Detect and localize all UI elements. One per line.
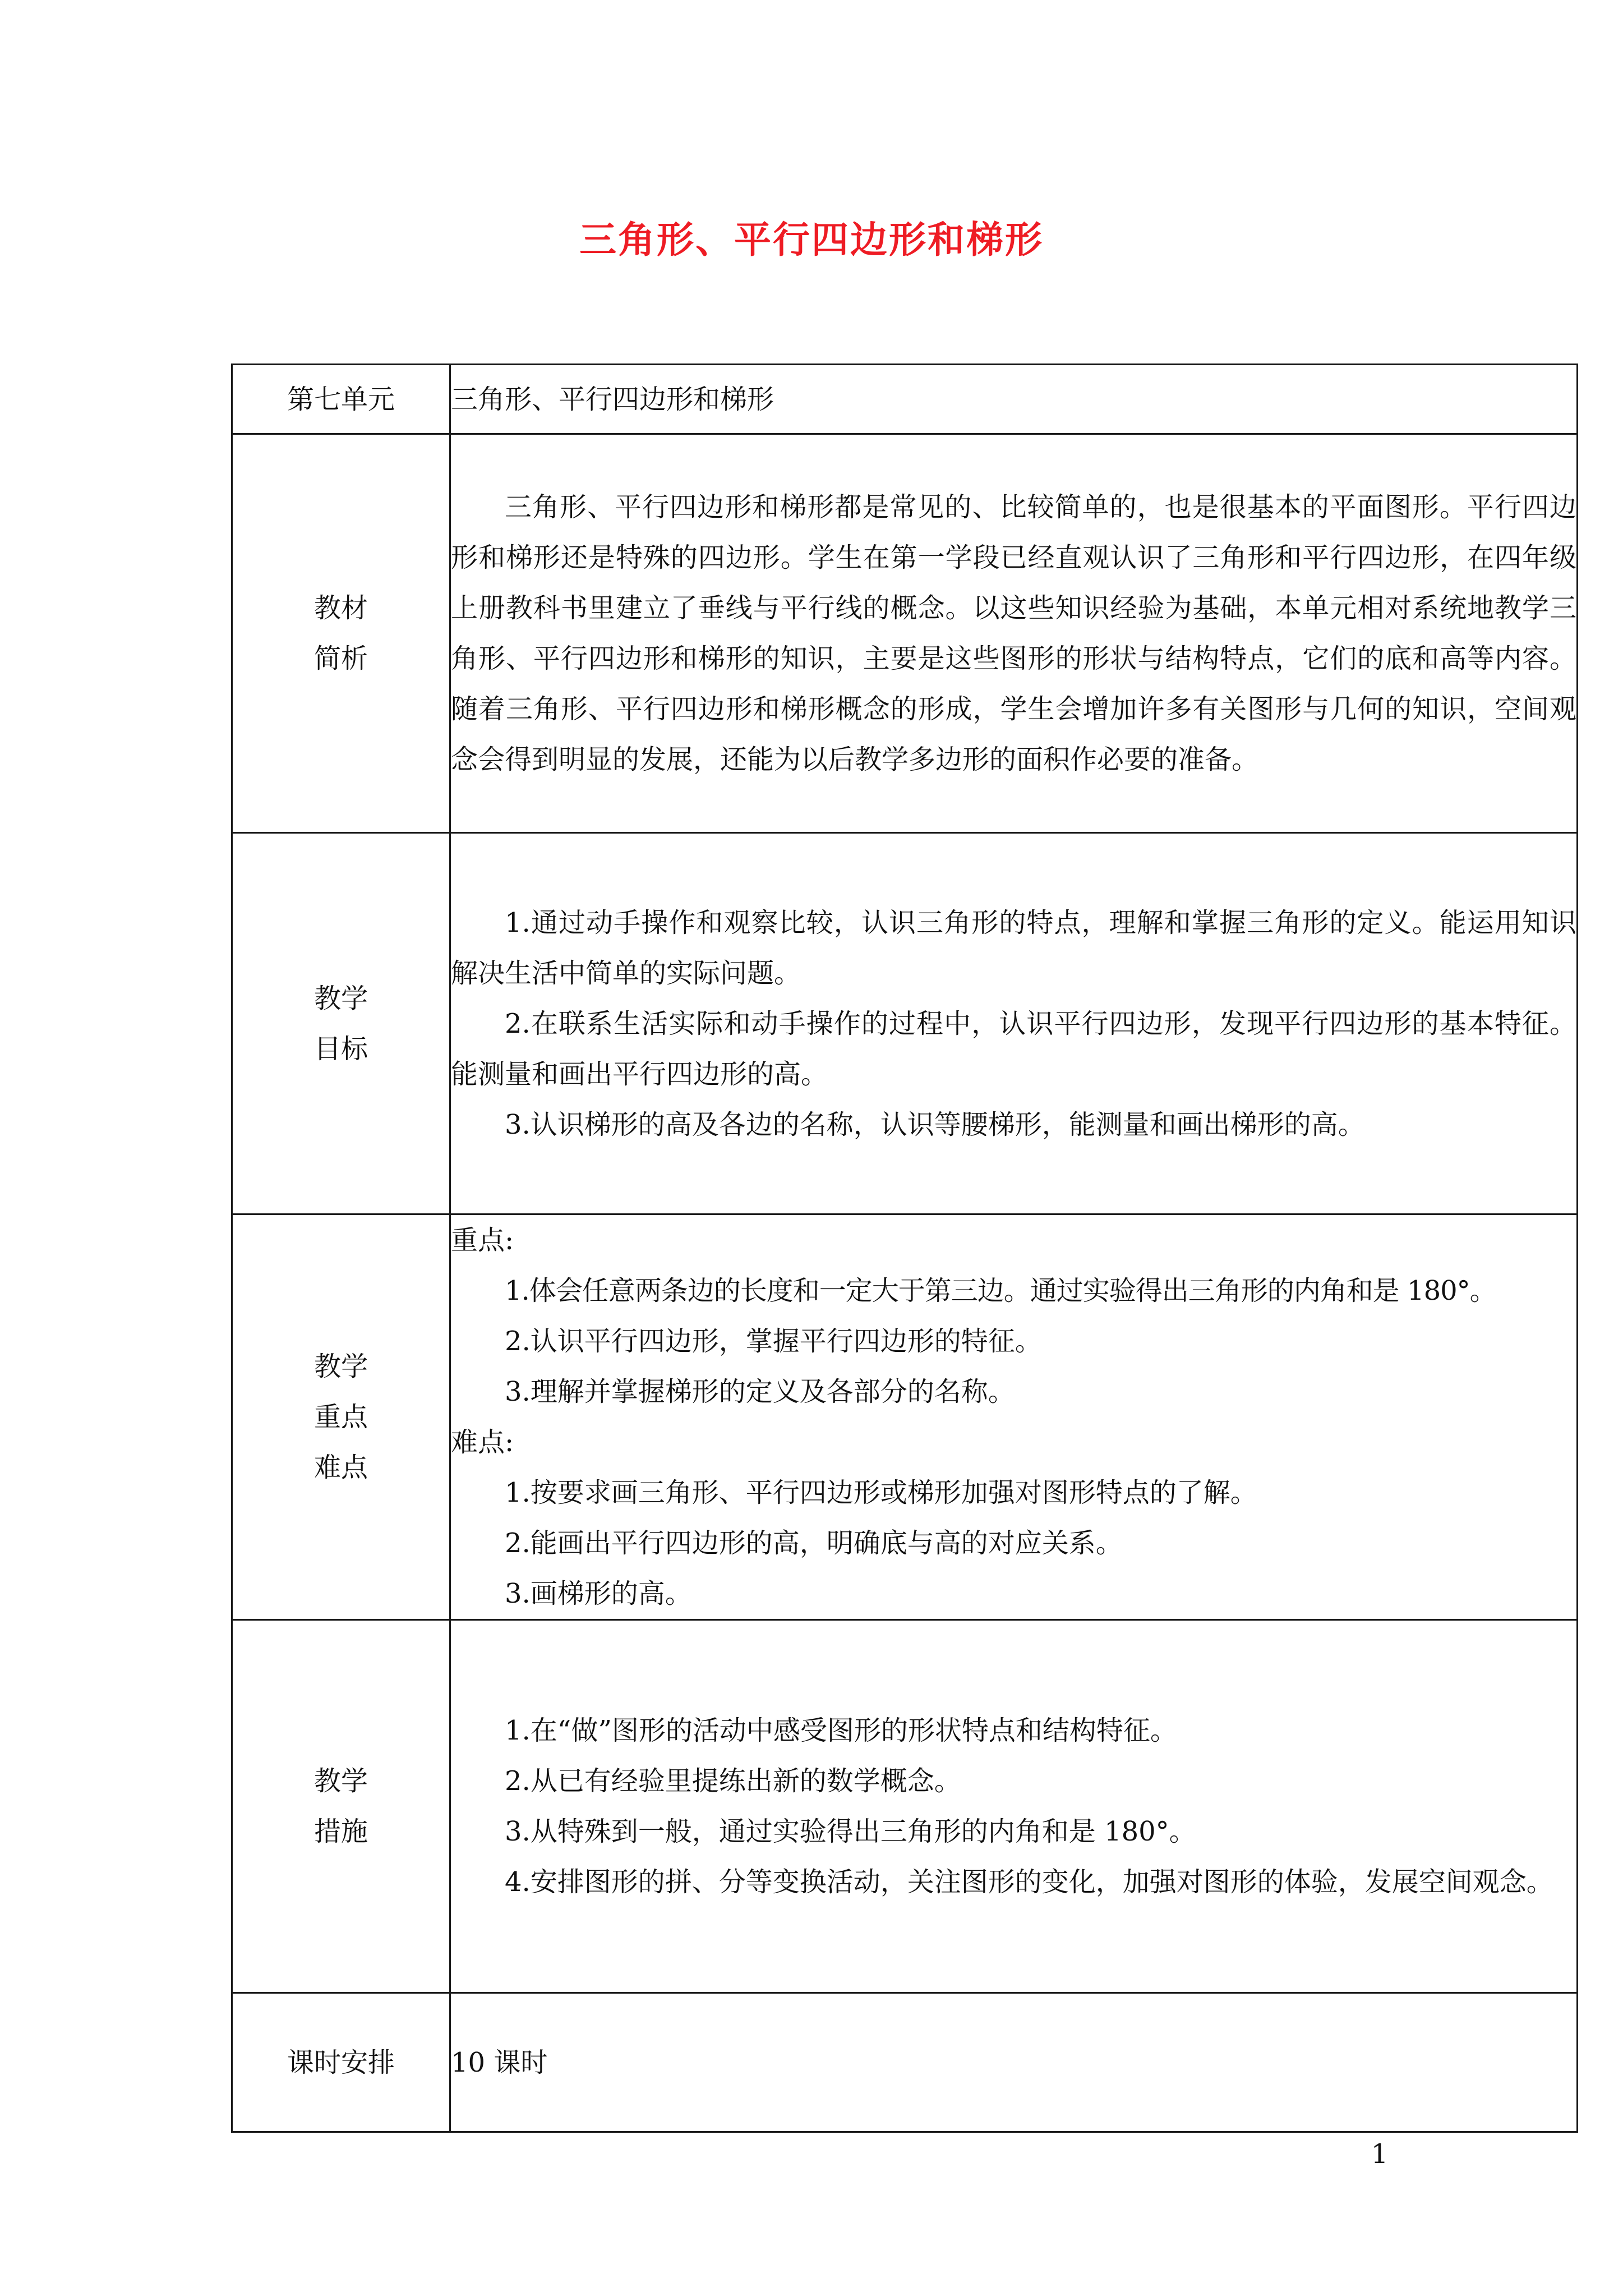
table-row-header [232, 365, 1578, 434]
unit-cell: 第七单元 [232, 365, 450, 434]
material-label-line-1: 教材 [313, 592, 368, 624]
difficult-heading: 难点: [451, 1427, 514, 1458]
goals-label-line-1: 教学 [313, 982, 368, 1014]
schedule-label-cell: 课时安排 [232, 1993, 450, 2132]
difficult-item-1: 1.按要求画三角形、平行四边形或梯形加强对图形特点的了解。 [505, 1477, 1257, 1508]
key-points-label-line-1: 教学 [313, 1351, 368, 1382]
measures-label-line-2: 措施 [313, 1816, 368, 1847]
table-row-schedule [232, 1993, 1578, 2132]
table-row-key-points [232, 1214, 1578, 1620]
key-item-1: 1.体会任意两条边的长度和一定大于第三边。通过实验得出三角形的内角和是 180°。 [505, 1275, 1496, 1306]
goal-item-2: 2.在联系生活实际和动手操作的过程中，认识平行四边形，发现平行四边形的基本特征。能测量和画出平行四边形的高。 [451, 1007, 1576, 1090]
lesson-plan-table [231, 364, 1578, 2133]
table-row-goals [232, 833, 1578, 1214]
key-heading: 重点: [451, 1225, 514, 1256]
page-number: 1 [1371, 2138, 1389, 2170]
document-title: 三角形、平行四边形和梯形 [579, 218, 1044, 261]
goal-item-3: 3.认识梯形的高及各边的名称，认识等腰梯形，能测量和画出梯形的高。 [505, 1108, 1365, 1140]
measures-label-line-1: 教学 [313, 1765, 368, 1797]
goals-content-cell [450, 833, 1578, 1214]
material-paragraph: 三角形、平行四边形和梯形都是常见的、比较简单的，也是很基本的平面图形。平行四边形和梯形还是特殊的四边形。学生在第一学段已经直观认识了三角形和平行四边形，在四年级上册教科书里建立了垂线与平行线的概念。以这些知识经验为基础，本单元相对系统地教学三角形、平行四边形和梯形的知识，主要是这些图形的形状与结构特点，它们的底和高等内容。随着三角形、平行四边形和梯形概念的形成，学生会增加许多有关图形与几何的知识，空间观念会得到明显的发展，还能为以后教学多边形的面积作必要的准备。 [451, 491, 1576, 775]
goals-label-line-2: 目标 [313, 1033, 368, 1065]
material-label-cell [232, 434, 450, 833]
key-points-content-cell [450, 1214, 1578, 1620]
key-item-2: 2.认识平行四边形，掌握平行四边形的特征。 [505, 1326, 1042, 1357]
key-item-3: 3.理解并掌握梯形的定义及各部分的名称。 [505, 1376, 1015, 1407]
measures-content-cell [450, 1620, 1578, 1993]
goal-item-1: 1.通过动手操作和观察比较，认识三角形的特点，理解和掌握三角形的定义。能运用知识解决生活中简单的实际问题。 [451, 907, 1576, 989]
table-row-measures [232, 1620, 1578, 1993]
key-points-label-line-2: 重点 [313, 1401, 368, 1433]
measures-label-cell [232, 1620, 450, 1993]
measure-item-4: 4.安排图形的拼、分等变换活动，关注图形的变化，加强对图形的体验，发展空间观念。 [505, 1866, 1553, 1898]
material-content-cell [450, 434, 1578, 833]
topic-cell: 三角形、平行四边形和梯形 [450, 365, 1578, 434]
measure-item-3: 3.从特殊到一般，通过实验得出三角形的内角和是 180°。 [505, 1816, 1196, 1847]
material-label-line-2: 简析 [313, 643, 368, 674]
table-row-material [232, 434, 1578, 833]
measure-item-2: 2.从已有经验里提练出新的数学概念。 [505, 1765, 961, 1797]
key-points-label-line-3: 难点 [313, 1452, 368, 1483]
difficult-item-3: 3.画梯形的高。 [505, 1578, 692, 1609]
goals-label-cell [232, 833, 450, 1214]
key-points-label-cell [232, 1214, 450, 1620]
difficult-item-2: 2.能画出平行四边形的高，明确底与高的对应关系。 [505, 1527, 1123, 1559]
schedule-value-cell: 10 课时 [450, 1993, 1578, 2132]
measure-item-1: 1.在“做”图形的活动中感受图形的形状特点和结构特征。 [505, 1715, 1177, 1746]
